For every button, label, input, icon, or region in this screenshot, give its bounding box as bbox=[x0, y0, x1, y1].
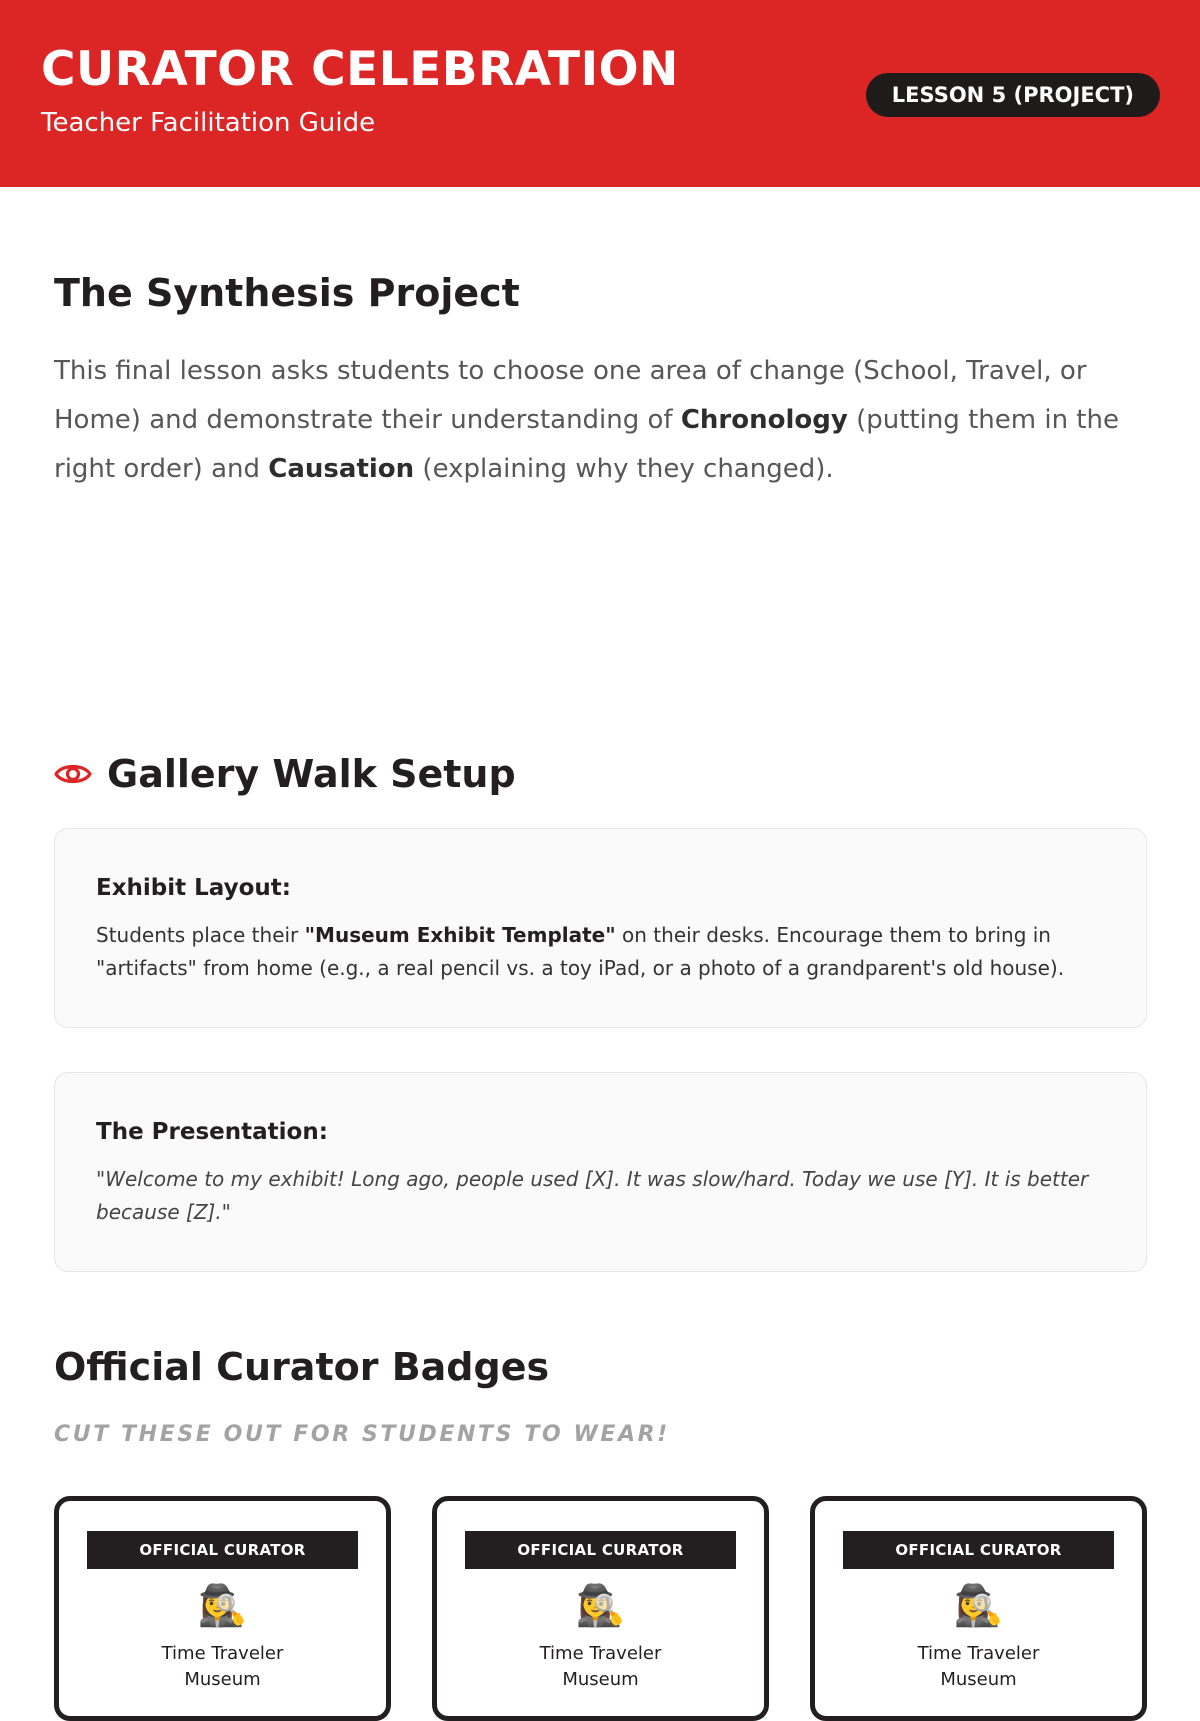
curator-badge bbox=[810, 1496, 1147, 1721]
badge-label: OFFICIAL CURATOR bbox=[87, 1531, 358, 1569]
page-title: CURATOR CELEBRATION bbox=[41, 42, 679, 97]
synthesis-heading: The Synthesis Project bbox=[54, 271, 520, 315]
exhibit-layout-card bbox=[54, 828, 1147, 1028]
intro-text-2: (putting them in the right order) and bbox=[54, 405, 1119, 484]
intro-text-1: This final lesson asks students to choose one area of change (School, Travel, or Home) and demonstrate their understanding of bbox=[54, 356, 1087, 435]
intro-text-3: (explaining why they changed). bbox=[414, 454, 834, 484]
presentation-card bbox=[54, 1072, 1147, 1272]
eye-icon bbox=[54, 759, 92, 789]
page-subtitle: Teacher Facilitation Guide bbox=[41, 108, 376, 138]
curator-badge bbox=[432, 1496, 769, 1721]
presentation-quote: "Welcome to my exhibit! Long ago, people used [X]. It was slow/hard. Today we use [Y]. It is better because [Z]." bbox=[96, 1167, 1089, 1224]
badge-line-2: Museum bbox=[940, 1669, 1017, 1690]
badge-line-1: Time Traveler bbox=[539, 1643, 662, 1664]
curator-badge bbox=[54, 1496, 391, 1721]
intro-term-chronology: Chronology bbox=[680, 405, 848, 435]
badge-line-2: Museum bbox=[562, 1669, 639, 1690]
gallery-heading: Gallery Walk Setup bbox=[107, 752, 516, 796]
synthesis-intro bbox=[54, 347, 1147, 494]
exhibit-layout-body bbox=[96, 919, 1105, 985]
badges-subheading: CUT THESE OUT FOR STUDENTS TO WEAR! bbox=[54, 1422, 670, 1447]
lesson-badge: LESSON 5 (PROJECT) bbox=[866, 73, 1160, 117]
badge-museum-name bbox=[59, 1641, 386, 1693]
badge-museum-name bbox=[437, 1641, 764, 1693]
presentation-heading: The Presentation: bbox=[96, 1119, 328, 1145]
gallery-heading-row bbox=[54, 751, 516, 797]
layout-template-name: "Museum Exhibit Template" bbox=[304, 923, 616, 947]
layout-text-2: on their desks. Encourage them to bring in "artifacts" from home (e.g., a real pencil vs. a toy iPad, or a photo of a grandparent's old house). bbox=[96, 923, 1065, 980]
badge-line-1: Time Traveler bbox=[161, 1643, 284, 1664]
detective-icon: 🕵️‍♀️ bbox=[953, 1584, 1004, 1628]
detective-icon: 🕵️‍♀️ bbox=[197, 1584, 248, 1628]
badge-row bbox=[54, 1496, 1147, 1721]
exhibit-layout-heading: Exhibit Layout: bbox=[96, 875, 291, 901]
badge-museum-name bbox=[815, 1641, 1142, 1693]
layout-text-1: Students place their bbox=[96, 923, 305, 947]
badge-label: OFFICIAL CURATOR bbox=[465, 1531, 736, 1569]
badges-heading: Official Curator Badges bbox=[54, 1345, 550, 1389]
badge-line-1: Time Traveler bbox=[917, 1643, 1040, 1664]
intro-term-causation: Causation bbox=[268, 454, 415, 484]
page-header bbox=[0, 0, 1200, 187]
badge-label: OFFICIAL CURATOR bbox=[843, 1531, 1114, 1569]
detective-icon: 🕵️‍♀️ bbox=[575, 1584, 626, 1628]
badge-line-2: Museum bbox=[184, 1669, 261, 1690]
